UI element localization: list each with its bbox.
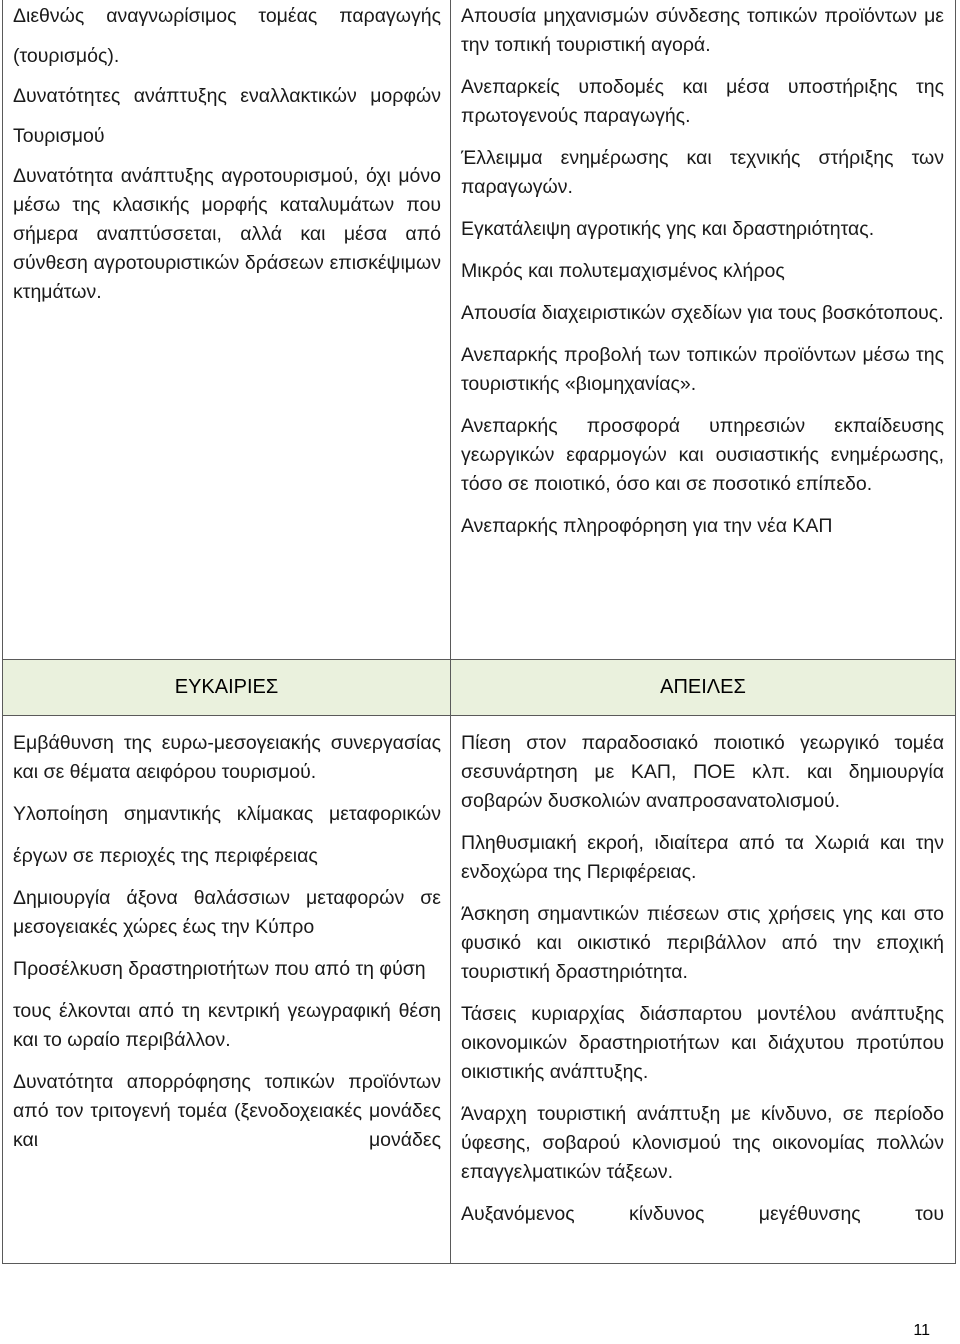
- threat-paragraph: Άσκηση σημαντικών πιέσεων στις χρήσεις γης και στο φυσικό και οικιστικό περιβάλλον από την εποχική τουριστική δραστηριότητα.: [461, 903, 944, 983]
- strength-paragraph: (τουρισμός).: [13, 45, 120, 67]
- weakness-paragraph: Μικρός και πολυτεμαχισμένος κλήρος: [461, 260, 785, 282]
- weakness-paragraph: Απουσία διαχειριστικών σχεδίων για τους βοσκότοπους.: [461, 302, 944, 324]
- page-number: 11: [913, 1322, 930, 1339]
- opportunity-paragraph: Δημιουργία άξονα θαλάσσιων μεταφορών σε μεσογειακές χώρες έως την Κύπρο: [13, 887, 441, 938]
- table-border-right: [955, 0, 956, 1264]
- opportunities-cell: [13, 729, 441, 1168]
- weakness-paragraph: Απουσία μηχανισμών σύνδεσης τοπικών προϊόντων με την τοπική τουριστική αγορά.: [461, 5, 944, 56]
- strength-paragraph: Δυνατότητες ανάπτυξης εναλλακτικών μορφών: [13, 85, 441, 107]
- threats-cell: [461, 729, 944, 1242]
- opportunity-paragraph: τους έλκονται από τη κεντρική γεωγραφική θέση και το ωραίο περιβάλλον.: [13, 1000, 441, 1051]
- table-border-bottom: [2, 1263, 956, 1264]
- threat-paragraph: Άναρχη τουριστική ανάπτυξη με κίνδυνο, σε περίοδο ύφεσης, σοβαρού κλονισμού της οικονομίας πολλών επαγγελματικών τάξεων.: [461, 1103, 944, 1183]
- threats-header: ΑΠΕΙΛΕΣ: [451, 660, 955, 715]
- opportunity-paragraph: Υλοποίηση σημαντικής κλίμακας μεταφορικών: [13, 803, 441, 825]
- weakness-paragraph: Ανεπαρκής προβολή των τοπικών προϊόντων μέσω της τουριστικής «βιομηχανίας».: [461, 344, 944, 395]
- weakness-paragraph: Ανεπαρκής πληροφόρηση για την νέα ΚΑΠ: [461, 515, 833, 537]
- strengths-cell: [13, 2, 441, 320]
- table-border-left: [2, 0, 3, 1264]
- threat-paragraph: Αυξανόμενος κίνδυνος μεγέθυνσης του: [461, 1203, 944, 1225]
- opportunity-paragraph: Δυνατότητα απορρόφησης τοπικών προϊόντων από τον τριτογενή τομέα (ξενοδοχειακές μονάδες και μονάδες: [13, 1071, 441, 1151]
- opportunity-paragraph: έργων σε περιοχές της περιφέρειας: [13, 845, 318, 867]
- weakness-paragraph: Ανεπαρκής προσφορά υπηρεσιών εκπαίδευσης γεωργικών εφαρμογών και ουσιαστικής ενημέρωσης, τόσο σε ποιοτικό, όσο και σε ποσοτικό επίπεδο.: [461, 415, 944, 495]
- threat-paragraph: Τάσεις κυριαρχίας διάσπαρτου μοντέλου ανάπτυξης οικονομικών δραστηριοτήτων και διάχυτου προτύπου οικιστικής ανάπτυξης.: [461, 1003, 944, 1083]
- opportunities-header: ΕΥΚΑΙΡΙΕΣ: [3, 660, 450, 715]
- row-divider-bottom-of-header: [2, 715, 956, 716]
- opportunity-paragraph: Προσέλκυση δραστηριοτήτων που από τη φύση: [13, 958, 426, 980]
- table-border-middle: [450, 0, 451, 1264]
- weakness-paragraph: Ανεπαρκείς υποδομές και μέσα υποστήριξης της πρωτογενούς παραγωγής.: [461, 76, 944, 127]
- strength-paragraph: Τουρισμού: [13, 125, 105, 147]
- threat-paragraph: Πληθυσμιακή εκροή, ιδιαίτερα από τα Χωριά και την ενδοχώρα της Περιφέρειας.: [461, 832, 944, 883]
- threat-paragraph: Πίεση στον παραδοσιακό ποιοτικό γεωργικό τομέα σεσυνάρτηση με ΚΑΠ, ΠΟΕ κλπ. και δημιουργία σοβαρών δυσκολιών αναπροσανατολισμού.: [461, 732, 944, 812]
- strength-paragraph: Δυνατότητα ανάπτυξης αγροτουρισμού, όχι μόνο μέσω της κλασικής μορφής καταλυμάτων που σήμερα αναπτύσσεται, αλλά και μέσα από σύνθεση αγροτουριστικών δράσεων επισκέψιμων κτημάτων.: [13, 165, 441, 303]
- weakness-paragraph: Εγκατάλειψη αγροτικής γης και δραστηριότητας.: [461, 218, 875, 240]
- strength-paragraph: Διεθνώς αναγνωρίσιμος τομέας παραγωγής: [13, 5, 441, 27]
- weaknesses-cell: [461, 2, 944, 554]
- weakness-paragraph: Έλλειμμα ενημέρωσης και τεχνικής στήριξης των παραγωγών.: [461, 147, 944, 198]
- opportunity-paragraph: Εμβάθυνση της ευρω-μεσογειακής συνεργασίας και σε θέματα αειφόρου τουρισμού.: [13, 732, 441, 783]
